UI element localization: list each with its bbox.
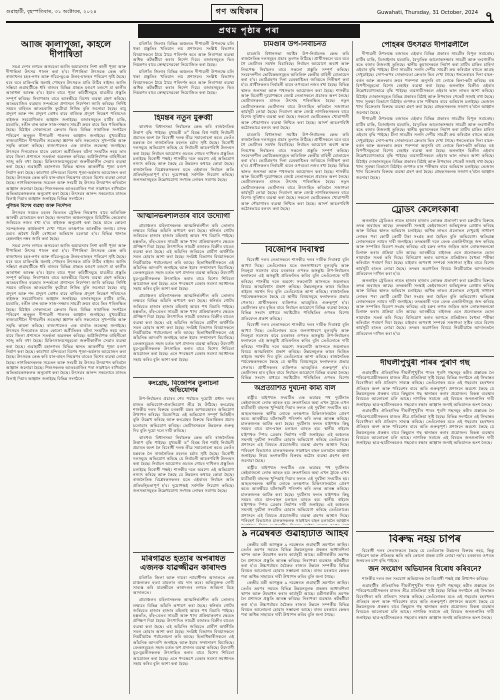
page-header [6,4,494,23]
body-text: সমগ্ৰ দেশৰ লগতে অসমতো আজি অমাৱস্যাৰ নিশা কালী পূজা আৰু দীপান্বিতা উৎসৱ পালন কৰা হ'ব। দীপান্বিতা উৎসৱক কেন্দ্ৰ কৰি ৰাজ্যখনৰ চহৰ-নগৰ আৰু গাঁৱে-ভূঞে উলহ-মালহৰ পৰিৱেশ সৃষ্টি হৈছে। ঘৰে ঘৰে চাকি-বন্তি জ্বলাই পোহৰৰ উৎসৱত মাতি উঠিব ৰাইজ। আজি সন্ধিয়া গুৱাহাটীকে ধৰি ৰাজ্যৰ বিভিন্ন প্ৰান্তত মণ্ডপে মণ্ডপে মা কালীৰ আৰাধনা আৰম্ভ হ'ব। ইয়াৰ বাবে পূজা কমিটীসমূহে যাৱতীয় প্ৰস্তুতি সম্পূৰ্ণ কৰিছে। নিৰাপত্তাৰ বাবে আৰক্ষীয়ে বিশেষ ব্যৱস্থা গ্ৰহণ কৰিছে। আতচবাজিৰ ব্যৱহাৰ সন্দৰ্ভতো প্ৰশাসনে নিৰ্দেশনা জাৰি কৰিছে। নিৰ্দিষ্ট সময়ৰ বাহিৰত আতচবাজি ফুটোৱা নিষিদ্ধ বুলি জনোৱা হৈছে। বায়ু প্ৰদূষণ আৰু শব্দ প্ৰদূষণ ৰোধৰ বাবে ৰাজ্যিক প্ৰদূষণ নিয়ন্ত্ৰণ পৰিষদেও ৰাইজক সহযোগিতাৰ আহ্বান জনাইছে। বজাৰসমূহত মাটিৰ চাকি, মমবাতি, ৰঙীন বাল্ব আৰু সাজ-সজ্জাৰ সামগ্ৰী ক্ৰয়ৰ বাবে ভিৰ পৰিলক্ষিত হৈছে। মিঠাইৰ দোকানতো ক্ৰেতাৰ ভিৰ। বিভিন্ন সামাজিক সংগঠনে পৰিৱেশ অনুকূল দীপাৱলী পালনৰ আহ্বান জনাইছে। মুখ্যমন্ত্ৰীয়ে ৰাজ্যবাসীলৈ দীপাৱলীৰ শুভেচ্ছা জ্ঞাপন কৰি সকলোৰে সুখ-শান্তি আৰু সমৃদ্ধি কামনা কৰিছে। ৰাজ্যপালেও এক বাৰ্তাত শুভেচ্ছা জনাইছে। উৎসৱৰ দিনবোৰত যাতে কোনো অপ্ৰীতিকৰ ঘটনা সংঘটিত নহয় তাৰ বাবে জিলা প্ৰশাসনে সতৰ্কতা অৱলম্বন কৰিছে। অগ্নিনিৰ্বাপক বাহিনীকো সাজু কৰি ৰখা হৈছে। চিকিৎসালয়সমূহতো জৰুৰীকালীন সেৱাৰ ব্যৱস্থা কৰা হৈছে। গুৱাহাটী মহানগৰৰ বিভিন্ন স্থানত আকৰ্ষণীয় পূজা মণ্ডপ নিৰ্মাণ কৰা হৈছে। কামাখ্যা মন্দিৰতো বিশেষ পূজা-অৰ্চনাৰ আয়োজন কৰা হৈছে। উৎসৱক কেন্দ্ৰ কৰি যান-বাহন নিয়ন্ত্ৰণৰ বাবেও বিশেষ ব্যৱস্থা লোৱা হৈছে। নাগৰিকসকলক সচেতন আৰু সংযমী হৈ উৎসৱ উদযাপন কৰিবলৈ আহ্বান জনোৱা হৈছে। শিশুসকলক আতচবাজিৰ পৰা সাৱধানে ৰাখিবলৈ অভিভাৱকসকলক অনুৰোধ কৰা হৈছে। উৎসৱৰ আনন্দ সকলোৰে মাজত বিলাই দিয়াৰ আহ্বান জনাইছে বিভিন্ন সংগঠনে। [6,243,126,381]
section-banner: প্ৰথম পৃষ্ঠাৰ পৰা [138,24,360,38]
headline: দীঘলীপুখুৰী পাৰৰ পুৰণি গছ [380,359,470,367]
body-text: গুৱাহাটীৰ ঐতিহাসিক দীঘলীপুখুৰীৰ পাৰৰ পুৰণি গছসমূহ কটাৰ প্ৰস্তাৱক লৈ পৰিৱেশপ্ৰেমীসকলৰ মাজত তীব্ৰ প্ৰতিক্ৰিয়া সৃষ্টি হৈছে। বিভিন্ন সংগঠনে এই সিদ্ধান্তৰ বিৰোধিতা কৰি প্ৰতিবাদ সাব্যস্ত কৰিছে। তেওঁলোকৰ মতে এই গছবোৰ চহৰখনৰ ঐতিহ্যৰ অংশ আৰু পৰিৱেশৰ বাবে অতি গুৰুত্বপূৰ্ণ। প্ৰশাসনে অৱশ্যে কৈছে যে উন্নয়নমূলক প্ৰকল্পৰ বাবে কিছুমান গছ স্থানান্তৰ কৰাৰ প্ৰয়োজন। বিকল্প ব্যৱস্থাৰ বিষয়েও আলোচনা চলি আছে। নাগৰিক সমাজে এই বিষয়ত জনশুনানিৰ দাবী জনাইছে। ছাত্ৰ-ছাত্ৰীসকলেও গছবোৰ ৰক্ষাৰ আহ্বান জনাই অভিযানত অংশ লৈছে। [356,408,494,446]
divider [133,552,234,553]
body-text: গ্ৰামাঞ্চলৰ মহিলাসকলক আত্মনিৰ্ভৰশীল কৰি তোলাৰ লক্ষ্যৰে বিভিন্ন আঁচনি ৰূপায়ণ কৰা হৈছে। স্বনিৰ্ভৰ গোটৰ জৰিয়তে হাজাৰ হাজাৰ মহিলাই আয়ৰ পথ বিচাৰি পাইছে। হস্ততাঁত, বাঁহ-বেতৰ সামগ্ৰী আৰু খাদ্য প্ৰক্ৰিয়াকৰণৰ ক্ষেত্ৰত প্ৰশিক্ষণ দিয়া হৈছে। উৎপাদিত সামগ্ৰী বজাৰত বিক্ৰীৰ বাবেও ব্যৱস্থা কৰা হৈছে। এই আঁচনিৰ জৰিয়তে গ্ৰামীণ অৰ্থনীতি সবল হোৱাৰ আশা কৰা হৈছে। সংশ্লিষ্ট বিভাগৰ বিষয়াসকলে নিয়মীয়াকৈ পৰ্যালোচনা কৰি আছে। হিতাধিকাৰীসকলে এই আঁচনিক আদৰণি জনাইছে আৰু ইয়াৰ সম্প্ৰসাৰণ বিচাৰিছে। বেংকসমূহেও সহজ চৰ্তত ঋণ প্ৰদানৰ ব্যৱস্থা কৰিছে। উদ্যোগী যুৱ-যুৱতীসকলক উৎসাহিত কৰাৰ বাবে বিশেষ শিবিৰো আয়োজন কৰা হৈছে। এনে পদক্ষেপে বেকাৰ সমস্যা সমাধানত সহায় কৰিব বুলি আশা কৰা হৈছে। [133,293,234,362]
body-text: ঝাৰখণ্ড বিধানসভা নিৰ্বাচনক কেন্দ্ৰ কৰি ৰাজনৈতিক উত্তাপ বৃদ্ধি পাইছে। মুখ্যমন্ত্ৰী ড° হিমন্ত বিশ্ব শৰ্মাই নিৰ্বাচনী প্ৰচাৰত অংশ লৈ বিৰোধী দলক তীব্ৰ সমালোচনা কৰে। তেওঁৰ মন্তব্যক লৈ ৰাজনৈতিক মহলত চৰ্চাৰ সৃষ্টি হৈছে। বিৰোধী দলসমূহে অভিযোগ কৰিছে যে নিৰ্বাচনী আচৰণবিধি উলংঘন কৰা হৈছে। নিৰ্বাচন আয়োগৰ ওচৰত গোচৰ দাখিলৰ প্ৰস্তুতিও চলাইছে বিৰোধী পক্ষই। শাসকীয় দলে অৱশ্যে এই অভিযোগ নস্যাৎ কৰিছে আৰু কৈছে যে উন্নয়নৰ কথাহে কোৱা হৈছে। ৰাজনৈতিক বিশ্লেষকসকলৰ মতে এইবাৰৰ নিৰ্বাচন অতি প্ৰতিদ্বন্দ্বিতাপূৰ্ণ হ'ব। দুয়োপক্ষই সৰ্বশক্তি নিয়োগ কৰিছে। জনসভাসমূহত উল্লেখযোগ্য সংখ্যক লোকৰ সমাগম হৈছে। [133,434,234,493]
body-text: ঝাৰখণ্ড বিধানসভা নিৰ্বাচনক কেন্দ্ৰ কৰি ৰাজনৈতিক উত্তাপ বৃদ্ধি পাইছে। মুখ্যমন্ত্ৰী ড° হিমন্ত বিশ্ব শৰ্মাই নিৰ্বাচনী প্ৰচাৰত অংশ লৈ বিৰোধী দলক তীব্ৰ সমালোচনা কৰে। তেওঁৰ মন্তব্যক লৈ ৰাজনৈতিক মহলত চৰ্চাৰ সৃষ্টি হৈছে। বিৰোধী দলসমূহে অভিযোগ কৰিছে যে নিৰ্বাচনী আচৰণবিধি উলংঘন কৰা হৈছে। নিৰ্বাচন আয়োগৰ ওচৰত গোচৰ দাখিলৰ প্ৰস্তুতিও চলাইছে বিৰোধী পক্ষই। শাসকীয় দলে অৱশ্যে এই অভিযোগ নস্যাৎ কৰিছে আৰু কৈছে যে উন্নয়নৰ কথাহে কোৱা হৈছে। ৰাজনৈতিক বিশ্লেষকসকলৰ মতে এইবাৰৰ নিৰ্বাচন অতি প্ৰতিদ্বন্দ্বিতাপূৰ্ণ হ'ব। দুয়োপক্ষই সৰ্বশক্তি নিয়োগ কৰিছে। জনসভাসমূহত উল্লেখযোগ্য সংখ্যক লোকৰ সমাগম হৈছে। [133,124,234,183]
divider [241,243,349,244]
divider [356,531,494,532]
headline: ৯ নৱেম্বৰত গুৱাহাটীত আহিব [241,530,349,539]
header-date-assamese: গুৱাহাটী, বৃহস্পতিবাৰ, ৩১ অক্টোবৰ, ২০২৪ [6,8,97,15]
body-text: অনলাইন ট্ৰেডিঙৰ নামত হাজাৰ হাজাৰ লোকক প্ৰতাৰণা কৰা চক্ৰটোৰ বিৰুদ্ধে তদন্ত অব্যাহত আছে। তদন্তকাৰী সংস্থাই কেইবাজনো অভিযুক্তক গ্ৰেপ্তাৰ কৰিছে আৰু বিভিন্ন স্থানত অভিযান চলাইছে। অধিক লাভৰ প্ৰলোভন দেখুৱাই সাধাৰণ লোকৰ পৰা কোটি কোটি টকা সংগ্ৰহ কৰা হৈছিল বুলি অভিযোগ। ক্ষতিগ্ৰস্ত লোকসকলে ন্যায়ৰ দাবী জনাইছে। তদন্তকাৰী দলে বেংক একাউণ্টসমূহ জব্দ কৰিছে আৰু সম্পত্তিৰ বিৱৰণ সংগ্ৰহ কৰিছে। এই চক্ৰৰ লগত জড়িত আন লোকসকলকো চিনাক্ত কৰাৰ প্ৰক্ৰিয়া চলি আছে। আৰক্ষীয়ে ৰাইজক এনে প্ৰলোভনত ভোল নাযাবলৈ সতৰ্ক কৰি দিছে। বিনিয়োগ কৰাৰ আগতে প্ৰতিষ্ঠানৰ বৈধতা পৰীক্ষা কৰিবলৈ পৰামৰ্শ দিয়া হৈছে। চাইবাৰ অপৰাধ সম্পৰ্কে সজাগতা সৃষ্টিৰ বাবে বিশেষ কাৰ্যসূচী হাতত লোৱা হৈছে। তদন্তৰ অগ্ৰগতিৰ বিষয়ে নিয়মীয়াকৈ আদালতলৈ প্ৰতিবেদন দাখিল কৰা হ'ব। [356,277,494,336]
body-text: শাসকীয় দলৰ জন সংযোগ অভিযানক লৈ বিৰোধী পক্ষই প্ৰশ্ন উত্থাপন কৰিছে। [362,576,489,582]
body-text: গ্ৰামাঞ্চলৰ মহিলাসকলক আত্মনিৰ্ভৰশীল কৰি তোলাৰ লক্ষ্যৰে বিভিন্ন আঁচনি ৰূপায়ণ কৰা হৈছে। স্বনিৰ্ভৰ গোটৰ জৰিয়তে হাজাৰ হাজাৰ মহিলাই আয়ৰ পথ বিচাৰি পাইছে। হস্ততাঁত, বাঁহ-বেতৰ সামগ্ৰী আৰু খাদ্য প্ৰক্ৰিয়াকৰণৰ ক্ষেত্ৰত প্ৰশিক্ষণ দিয়া হৈছে। উৎপাদিত সামগ্ৰী বজাৰত বিক্ৰীৰ বাবেও ব্যৱস্থা কৰা হৈছে। এই আঁচনিৰ জৰিয়তে গ্ৰামীণ অৰ্থনীতি সবল হোৱাৰ আশা কৰা হৈছে। সংশ্লিষ্ট বিভাগৰ বিষয়াসকলে নিয়মীয়াকৈ পৰ্যালোচনা কৰি আছে। হিতাধিকাৰীসকলে এই আঁচনিক আদৰণি জনাইছে আৰু ইয়াৰ সম্প্ৰসাৰণ বিচাৰিছে। বেংকসমূহেও সহজ চৰ্তত ঋণ প্ৰদানৰ ব্যৱস্থা কৰিছে। উদ্যোগী যুৱ-যুৱতীসকলক উৎসাহিত কৰাৰ বাবে বিশেষ শিবিৰো আয়োজন কৰা হৈছে। এনে পদক্ষেপে বেকাৰ সমস্যা সমাধানত সহায় কৰিব বুলি আশা কৰা হৈছে। [133,597,234,666]
article-body [6,64,126,381]
headline: মৰিগাঁৱত হত্যাৰ অপৰাধত এজনক যাৱজ্জীৱন কাৰাদণ্ড [140,555,227,572]
body-text: কেন্দ্ৰীয় মন্ত্ৰী আগন্তুক ৯ নৱেম্বৰত গুৱাহাটী ভ্ৰমণলৈ আহিব। তেওঁৰ ভ্ৰমণৰ সময়ত বিভিন্ন উন্নয়নমূলক প্ৰকল্পৰ আধাৰশিলা স্থাপন আৰু উদ্বোধন কৰাৰ কাৰ্যসূচী আছে। মন্ত্ৰীগৰাকীৰ ভ্ৰমণক লৈ প্ৰশাসনে প্ৰস্তুতি আৰম্ভ কৰিছে। নিৰাপত্তা ব্যৱস্থাও কটকটীয়া কৰা হ'ব। উচ্চপৰ্যায়ৰ বৈঠকত ৰাজ্যৰ উন্নয়ন সম্পৰ্কীয় বিভিন্ন বিষয়ত আলোচনা হোৱাৰ সম্ভাৱনা আছে। ৰাজ্য চৰকাৰে কেন্দ্ৰৰ পৰা অধিক সাহায্যৰ দাবী উত্থাপন কৰিব বুলি জনা গৈছে। [241,541,349,579]
article-bjp-daydream [241,246,349,380]
divider [133,377,234,378]
headline: আত্মনিৰ্ভৰশীলতাৰ বাবে উদ্যোগী [137,213,230,220]
divider [241,527,349,528]
body-text: দীপাৱলী উপলক্ষে বজাৰত এইবাৰ বিভিন্ন প্ৰকাৰৰ সামগ্ৰীৰ বিপুল সমাৰোহ। মাটিৰ চাকি, ডিজাইনাৰ মমবাতি, বৈদ্যুতিক আলোকসজ্জাৰ সামগ্ৰী আৰু ৰংগোলীৰ ৰঙে বজাৰ উজলাই তুলিছে। স্থানীয় কুমাৰসকলে নিৰ্মাণ কৰা মাটিৰ চাকিৰ চাহিদা এইবাৰ বৃদ্ধি পাইছে। চীনা সামগ্ৰীৰ সলনি দেশীয় সামগ্ৰী ক্ৰয় কৰিবলৈ বহুতে আগ্ৰহ দেখুৱাইছে। সোণ-ৰূপৰ দোকানতো ক্ৰেতাৰ ভিৰ দেখা গৈছে। ধনতেৰাচৰ দিনা বাচন-বৰ্তন আৰু অলংকাৰ ক্ৰয়ৰ পৰম্পৰা অনুসৰি বহু লোকে কিনা-কটা কৰিছে। বস্ত্ৰ বিপণীসমূহতো বিশেষ ৰেহাইৰ ব্যৱস্থা কৰা হৈছে। অনলাইন বিক্ৰীও এইবাৰ উল্লেখযোগ্যভাৱে বৃদ্ধি পাইছে। ব্যৱসায়ীসকলে এইবাৰ ভাল লাভৰ আশা কৰিছে। মিঠাইৰ দোকানসমূহত বিভিন্ন প্ৰকাৰৰ মিঠাই আৰু উপহাৰৰ পেকেট সজাই ৰখা হৈছে। খাদ্য সুৰক্ষা বিভাগে মিঠাইৰ গুণগত মান পৰীক্ষাৰ বাবে অভিযান চলাইছে। ভেজাল খাদ্য বিক্ৰেতাৰ বিৰুদ্ধে ব্যৱস্থা গ্ৰহণ কৰা হৈছে। গ্ৰাহকসকলক সজাগ হ'বলৈ আহ্বান জনোৱা হৈছে। [356,116,494,180]
article-trading-scam [356,206,494,354]
body-text: চামগুৰি বিধানসভা সমষ্টিৰ উপ-নিৰ্বাচনক কেন্দ্ৰ কৰি ৰাজনৈতিক দলসমূহৰ প্ৰচাৰ তুংগত উঠিছে। প্ৰাৰ্থীসকলে ঘৰে ঘৰে গৈ ভোটাৰৰ সমৰ্থন বিচাৰিছে। নিৰ্বাচন আয়োগে অবাধ আৰু নিৰপেক্ষ নিৰ্বাচনৰ বাবে সকলো প্ৰস্তুতি সম্পূৰ্ণ কৰিছে। সংবেদনশীল ভোটকেন্দ্ৰসমূহত অতিৰিক্ত কেন্দ্ৰীয় বাহিনী মোতায়েন কৰা হ'ব। ভোটগ্ৰহণৰ দিনা ৱেবকাষ্টিঙৰ জৰিয়তে নিৰীক্ষণ কৰা হ'ব। প্ৰাৰ্থীসকলৰ নিৰ্বাচনী ব্যয়ৰ ওপৰতো নজৰ ৰখা হৈছে। বিভিন্ন স্থানত জনসভা আৰু পথসভাৰ আয়োজন কৰা হৈছে। শাসকীয় আৰু বিৰোধী দুয়োপক্ষৰে জ্যেষ্ঠ নেতাসকলে প্ৰচাৰত অংশ লৈছে। ভোটাৰসকলৰ মাজত উৎসাহ পৰিলক্ষিত হৈছে। নতুন ভোটাৰসকলক ভোটদানৰ বাবে উৎসাহিত কৰিবলৈ সজাগতা কাৰ্যসূচী লোৱা হৈছে। দিব্যাংগ আৰু জ্যেষ্ঠ নাগৰিকসকলৰ বাবে বিশেষ সুবিধাৰ ব্যৱস্থা কৰা হৈছে। সকলো ভোটকেন্দ্ৰত খোৱাপানী আৰু শৌচাগাৰৰ ব্যৱস্থা নিশ্চিত কৰা হৈছে। আদৰ্শ আচৰণবিধি কঠোৰভাৱে বলবৎ কৰা হৈছে। [241,131,349,211]
headline: চামগুৰি উপ-নিৰ্বাচনত [263,41,327,48]
body-text: মৰিগাঁও জিলাৰ বিভিন্ন অঞ্চলত দীপাৱলী উপলক্ষে চলি থকা প্ৰস্তুতিৰ খতিয়ান লয় প্ৰশাসনে। সংশ্লিষ্ট বিভাগৰ বিষয়াসকলে ঠায়ে ঠায়ে পৰিদৰ্শন কৰে আৰু নিৰাপত্তা ব্যৱস্থা অধিক কটকটীয়া কৰাৰ নিৰ্দেশ দিয়ে। বজাৰসমূহত ভিৰ নিয়ন্ত্ৰণৰ বাবে স্বেচ্ছাসেৱকো নিয়োজিত কৰা হৈছে। [133,68,234,96]
body-text: বিৰোধী দলৰ নেতাসকলে শাসকীয় দলৰ দাবীক দিবাস্বপ্ন বুলি আখ্যা দিছে। তেওঁলোকৰ মতে জনসাধাৰণে মূল্যবৃদ্ধি আৰু নিবনুৱা সমস্যাৰ বাবে চৰকাৰৰ ওপৰত অসন্তুষ্ট। উপ-নিৰ্বাচনৰ ফলাফলে এই অসন্তুষ্টি প্ৰতিফলিত কৰিব বুলি তেওঁলোকে দাবী কৰিছে। শাসকীয় দলে অৱশ্যে সকলোটা আসনতে জয়লাভৰ বিষয়ে আত্মবিশ্বাস প্ৰকাশ কৰিছে। উন্নয়নমূলক কামৰ ভিত্তিত ৰাইজে সমৰ্থন দিব বুলি তেওঁলোকে আশা কৰিছে। ৰাজনৈতিক পৰ্যবেক্ষকসকলে কৈছে যে স্থানীয় বিষয়সমূহে ফলাফলত প্ৰভাৱ পেলাব। প্ৰাৰ্থীসকলৰ ব্যক্তিগত ভাবমূৰ্তিও গুৰুত্বপূৰ্ণ হ'ব। ভোটদানৰ হাৰ বৃদ্ধিৰ বাবে নিৰ্বাচন আয়োগে বিভিন্ন ব্যৱস্থা লৈছে। বিভিন্ন সংবাদ মাধ্যমে সমষ্টিটোৰ পৰিস্থিতিৰ ওপৰত বিশেষ [241,322,349,380]
body-text: বিৰোধী দলৰ নেতাসকলে কৈছে যে তেওঁলোক উন্নয়নৰ বিৰুদ্ধে নহয়, কিন্তু পৰিৱেশ আৰু ঐতিহ্যক ক্ষতি কৰি কোনো প্ৰকল্প মানি লোৱা নহ'ব। চৰকাৰৰ ওপৰত জনমতৰ চাপ বৃদ্ধি পাইছে। [356,547,494,564]
column-divider [129,41,130,694]
headline: অপ্ৰত্যাশিত দুৰ্ঘটনা কাম্য বলি [254,385,336,392]
divider [133,210,234,211]
body-text: সমগ্ৰ দেশৰ লগতে অসমতো আজি অমাৱস্যাৰ নিশা কালী পূজা আৰু দীপান্বিতা উৎসৱ পালন কৰা হ'ব। দীপান্বিতা উৎসৱক কেন্দ্ৰ কৰি ৰাজ্যখনৰ চহৰ-নগৰ আৰু গাঁৱে-ভূঞে উলহ-মালহৰ পৰিৱেশ সৃষ্টি হৈছে। ঘৰে ঘৰে চাকি-বন্তি জ্বলাই পোহৰৰ উৎসৱত মাতি উঠিব ৰাইজ। আজি সন্ধিয়া গুৱাহাটীকে ধৰি ৰাজ্যৰ বিভিন্ন প্ৰান্তত মণ্ডপে মণ্ডপে মা কালীৰ আৰাধনা আৰম্ভ হ'ব। ইয়াৰ বাবে পূজা কমিটীসমূহে যাৱতীয় প্ৰস্তুতি সম্পূৰ্ণ কৰিছে। নিৰাপত্তাৰ বাবে আৰক্ষীয়ে বিশেষ ব্যৱস্থা গ্ৰহণ কৰিছে। আতচবাজিৰ ব্যৱহাৰ সন্দৰ্ভতো প্ৰশাসনে নিৰ্দেশনা জাৰি কৰিছে। নিৰ্দিষ্ট সময়ৰ বাহিৰত আতচবাজি ফুটোৱা নিষিদ্ধ বুলি জনোৱা হৈছে। বায়ু প্ৰদূষণ আৰু শব্দ প্ৰদূষণ ৰোধৰ বাবে ৰাজ্যিক প্ৰদূষণ নিয়ন্ত্ৰণ পৰিষদেও ৰাইজক সহযোগিতাৰ আহ্বান জনাইছে। বজাৰসমূহত মাটিৰ চাকি, মমবাতি, ৰঙীন বাল্ব আৰু সাজ-সজ্জাৰ সামগ্ৰী ক্ৰয়ৰ বাবে ভিৰ পৰিলক্ষিত হৈছে। মিঠাইৰ দোকানতো ক্ৰেতাৰ ভিৰ। বিভিন্ন সামাজিক সংগঠনে পৰিৱেশ অনুকূল দীপাৱলী পালনৰ আহ্বান জনাইছে। মুখ্যমন্ত্ৰীয়ে ৰাজ্যবাসীলৈ দীপাৱলীৰ শুভেচ্ছা জ্ঞাপন কৰি সকলোৰে সুখ-শান্তি আৰু সমৃদ্ধি কামনা কৰিছে। ৰাজ্যপালেও এক বাৰ্তাত শুভেচ্ছা জনাইছে। উৎসৱৰ দিনবোৰত যাতে কোনো অপ্ৰীতিকৰ ঘটনা সংঘটিত নহয় তাৰ বাবে জিলা প্ৰশাসনে সতৰ্কতা অৱলম্বন কৰিছে। অগ্নিনিৰ্বাপক বাহিনীকো সাজু কৰি ৰখা হৈছে। চিকিৎসালয়সমূহতো জৰুৰীকালীন সেৱাৰ ব্যৱস্থা কৰা হৈছে। গুৱাহাটী মহানগৰৰ বিভিন্ন স্থানত আকৰ্ষণীয় পূজা মণ্ডপ নিৰ্মাণ কৰা হৈছে। কামাখ্যা মন্দিৰতো বিশেষ পূজা-অৰ্চনাৰ আয়োজন কৰা হৈছে। উৎসৱক কেন্দ্ৰ কৰি যান-বাহন নিয়ন্ত্ৰণৰ বাবেও বিশেষ ব্যৱস্থা লোৱা হৈছে। নাগৰিকসকলক সচেতন আৰু সংযমী হৈ উৎসৱ উদযাপন কৰিবলৈ আহ্বান জনোৱা হৈছে। শিশুসকলক আতচবাজিৰ পৰা সাৱধানে ৰাখিবলৈ অভিভাৱকসকলক অনুৰোধ কৰা হৈছে। উৎসৱৰ আনন্দ সকলোৰে মাজত বিলাই দিয়াৰ আহ্বান জনাইছে বিভিন্ন সংগঠনে। [6,63,126,202]
body-text: উপ-নিৰ্বাচনৰ প্ৰচাৰৰ শেষ পৰ্যায়ত দুয়োটা প্ৰধান দলৰ মাজত অভিযোগ-প্ৰত্যভিযোগ তীব্ৰ হৈ উঠিছে। কংগ্ৰেছে শাসকীয় দলৰ বিৰুদ্ধে চৰকাৰী যন্ত্ৰৰ অপব্যৱহাৰৰ অভিযোগ উত্থাপন কৰিছে। বিজেপিয়ে এই অভিযোগ সম্পূৰ্ণ ভিত্তিহীন বুলি উল্লেখ কৰিছে আৰু কংগ্ৰেছৰ বিৰুদ্ধে বিভ্ৰান্তিকৰ প্ৰচাৰ চলোৱাৰ অভিযোগ কৰিছে। ভোটাৰসকলে উন্নয়নক গুৰুত্ব দিব বুলি দুয়ো দলে দাবী কৰিছে। [133,396,234,434]
article-dighalipukhuri-trees [356,359,494,529]
body-text: মৰিগাঁও জিলাৰ বিভিন্ন অঞ্চলত দীপাৱলী উপলক্ষে চলি থকা প্ৰস্তুতিৰ খতিয়ান লয় প্ৰশাসনে। সংশ্লিষ্ট বিভাগৰ বিষয়াসকলে ঠায়ে ঠায়ে পৰিদৰ্শন কৰে আৰু নিৰাপত্তা ব্যৱস্থা অধিক কটকটীয়া কৰাৰ নিৰ্দেশ দিয়ে। বজাৰসমূহত ভিৰ নিয়ন্ত্ৰণৰ বাবে স্বেচ্ছাসেৱকো নিয়োজিত কৰা হৈছে। [133,41,234,68]
body-text: গুৱাহাটীৰ ঐতিহাসিক দীঘলীপুখুৰীৰ পাৰৰ পুৰণি গছসমূহ কটাৰ প্ৰস্তাৱক লৈ পৰিৱেশপ্ৰেমীসকলৰ মাজত তীব্ৰ প্ৰতিক্ৰিয়া সৃষ্টি হৈছে। বিভিন্ন সংগঠনে এই সিদ্ধান্তৰ বিৰোধিতা কৰি প্ৰতিবাদ সাব্যস্ত কৰিছে। তেওঁলোকৰ মতে এই গছবোৰ চহৰখনৰ ঐতিহ্যৰ অংশ আৰু পৰিৱেশৰ বাবে অতি গুৰুত্বপূৰ্ণ। প্ৰশাসনে অৱশ্যে কৈছে যে উন্নয়নমূলক প্ৰকল্পৰ বাবে কিছুমান গছ স্থানান্তৰ কৰাৰ প্ৰয়োজন। বিকল্প ব্যৱস্থাৰ বিষয়েও আলোচনা চলি আছে। নাগৰিক সমাজে এই বিষয়ত জনশুনানিৰ দাবী জনাইছে। ছাত্ৰ-ছাত্ৰীসকলেও গছবোৰ ৰক্ষাৰ আহ্বান জনাই অভিযানত অংশ লৈছে। [356,369,494,407]
body-text: চামগুৰি বিধানসভা সমষ্টিৰ উপ-নিৰ্বাচনক কেন্দ্ৰ কৰি ৰাজনৈতিক দলসমূহৰ প্ৰচাৰ তুংগত উঠিছে। প্ৰাৰ্থীসকলে ঘৰে ঘৰে গৈ ভোটাৰৰ সমৰ্থন বিচাৰিছে। নিৰ্বাচন আয়োগে অবাধ আৰু নিৰপেক্ষ নিৰ্বাচনৰ বাবে সকলো প্ৰস্তুতি সম্পূৰ্ণ কৰিছে। সংবেদনশীল ভোটকেন্দ্ৰসমূহত অতিৰিক্ত কেন্দ্ৰীয় বাহিনী মোতায়েন কৰা হ'ব। ভোটগ্ৰহণৰ দিনা ৱেবকাষ্টিঙৰ জৰিয়তে নিৰীক্ষণ কৰা হ'ব। প্ৰাৰ্থীসকলৰ নিৰ্বাচনী ব্যয়ৰ ওপৰতো নজৰ ৰখা হৈছে। বিভিন্ন স্থানত জনসভা আৰু পথসভাৰ আয়োজন কৰা হৈছে। শাসকীয় আৰু বিৰোধী দুয়োপক্ষৰে জ্যেষ্ঠ নেতাসকলে প্ৰচাৰত অংশ লৈছে। ভোটাৰসকলৰ মাজত উৎসাহ পৰিলক্ষিত হৈছে। নতুন ভোটাৰসকলক ভোটদানৰ বাবে উৎসাহিত কৰিবলৈ সজাগতা কাৰ্যসূচী লোৱা হৈছে। দিব্যাংগ আৰু জ্যেষ্ঠ নাগৰিকসকলৰ বাবে বিশেষ সুবিধাৰ ব্যৱস্থা কৰা হৈছে। সকলো ভোটকেন্দ্ৰত খোৱাপানী আৰু শৌচাগাৰৰ ব্যৱস্থা নিশ্চিত কৰা হৈছে। আদৰ্শ আচৰণবিধি কঠোৰভাৱে বলবৎ কৰা হৈছে। [241,50,349,130]
article-chamaguri [241,41,349,241]
article-kali-puja [6,41,126,696]
body-text: বিৰোধী দলৰ নেতাসকলে শাসকীয় দলৰ দাবীক দিবাস্বপ্ন বুলি আখ্যা দিছে। তেওঁলোকৰ মতে জনসাধাৰণে মূল্যবৃদ্ধি আৰু নিবনুৱা সমস্যাৰ বাবে চৰকাৰৰ ওপৰত অসন্তুষ্ট। উপ-নিৰ্বাচনৰ ফলাফলে এই অসন্তুষ্টি প্ৰতিফলিত কৰিব বুলি তেওঁলোকে দাবী কৰিছে। শাসকীয় দলে অৱশ্যে সকলোটা আসনতে জয়লাভৰ বিষয়ে আত্মবিশ্বাস প্ৰকাশ কৰিছে। উন্নয়নমূলক কামৰ ভিত্তিত ৰাইজে সমৰ্থন দিব বুলি তেওঁলোকে আশা কৰিছে। ৰাজনৈতিক পৰ্যবেক্ষকসকলে কৈছে যে স্থানীয় বিষয়সমূহে ফলাফলত প্ৰভাৱ পেলাব। প্ৰাৰ্থীসকলৰ ব্যক্তিগত ভাবমূৰ্তিও গুৰুত্বপূৰ্ণ হ'ব। ভোটদানৰ হাৰ বৃদ্ধিৰ বাবে নিৰ্বাচন আয়োগে বিভিন্ন ব্যৱস্থা লৈছে। বিভিন্ন সংবাদ মাধ্যমে সমষ্টিটোৰ পৰিস্থিতিৰ ওপৰত বিশেষ প্ৰতিবেদন প্ৰকাশ কৰিছে। [241,257,349,321]
divider [356,203,494,204]
page-number: ৭ [484,9,494,25]
headline: কংগ্ৰেছ, বিজেপিৰ তুলাচনা অভিযোগৰ [148,380,219,395]
body-text: গ্ৰামাঞ্চলৰ মহিলাসকলক আত্মনিৰ্ভৰশীল কৰি তোলাৰ লক্ষ্যৰে বিভিন্ন আঁচনি ৰূপায়ণ কৰা হৈছে। স্বনিৰ্ভৰ গোটৰ জৰিয়তে হাজাৰ হাজাৰ মহিলাই আয়ৰ পথ বিচাৰি পাইছে। হস্ততাঁত, বাঁহ-বেতৰ সামগ্ৰী আৰু খাদ্য প্ৰক্ৰিয়াকৰণৰ ক্ষেত্ৰত প্ৰশিক্ষণ দিয়া হৈছে। উৎপাদিত সামগ্ৰী বজাৰত বিক্ৰীৰ বাবেও ব্যৱস্থা কৰা হৈছে। এই আঁচনিৰ জৰিয়তে গ্ৰামীণ অৰ্থনীতি সবল হোৱাৰ আশা কৰা হৈছে। সংশ্লিষ্ট বিভাগৰ বিষয়াসকলে নিয়মীয়াকৈ পৰ্যালোচনা কৰি আছে। হিতাধিকাৰীসকলে এই আঁচনিক আদৰণি জনাইছে আৰু ইয়াৰ সম্প্ৰসাৰণ বিচাৰিছে। বেংকসমূহেও সহজ চৰ্তত ঋণ প্ৰদানৰ ব্যৱস্থা কৰিছে। উদ্যোগী যুৱ-যুৱতীসকলক উৎসাহিত কৰাৰ বাবে বিশেষ শিবিৰো আয়োজন কৰা হৈছে। এনে পদক্ষেপে বেকাৰ সমস্যা সমাধানত সহায় কৰিব বুলি আশা কৰা হৈছে। [133,222,234,292]
masthead [211,4,264,21]
column-divider [237,41,238,694]
body-text: ৰাষ্ট্ৰীয় ঘাইপথত সংঘটিত এক ভয়াৱহ পথ দুৰ্ঘটনাত কেইবাজনো লোক আহত হয়। দ্ৰুতগতিৰে অহা এখন ট্ৰাকে এখন যাত্ৰীবাহী বাহনক খুন্দিয়াই দিয়াৰ ফলত এই দুৰ্ঘটনা সংঘটিত হয়। আহতসকলক স্থানীয় লোকে তৎক্ষণাত চিকিৎসালয়লৈ প্ৰেৰণ কৰে। আৰক্ষীয়ে ঘটনাস্থলী পৰিদৰ্শন কৰি তদন্ত আৰম্ভ কৰিছে। চালকজনক আটক কৰা হৈছে। দুৰ্ঘটনাৰ ফলত ঘাইপথত কিছু সময়ৰ বাবে যান-বাহন চলাচল ব্যাহত হয়। স্থানীয় ৰাইজে ঘাইপথত স্পিড ব্ৰেকাৰ নিৰ্মাণৰ দাবী জনাইছে। এই অঞ্চলত সঘনাই দুৰ্ঘটনা সংঘটিত হোৱাৰ অভিযোগ কৰিছে তেওঁলোকে। প্ৰশাসনে এই বিষয়ত প্ৰয়োজনীয় ব্যৱস্থা গ্ৰহণৰ আশ্বাস দিছে। পৰিবহণ বিভাগেও চালকসকলক সাৱধানে বাহন চলাবলৈ আহ্বান [241,465,349,524]
headline: বিজেপিৰ দিবাস্বপ্ন [265,246,325,255]
headline: বিৰুদ্ধ নহয় চাপৰ [389,534,461,545]
body-text: মৰিগাঁও জিলা আৰু দায়ৰা ন্যায়াধীশৰ আদালতে এক চাঞ্চল্যকৰ হত্যা মামলাৰ ৰায় দান কৰে। অভিযুক্তক দোষী সাব্যস্ত কৰি যাৱজ্জীৱন কাৰাদণ্ডৰ লগতে জৰিমনা বিহে আদালতে। [133,574,234,596]
headline: জন সংযোগ অভিযানৰ বিৰোধ কৰিবনে? [368,565,482,574]
article-nov9-visit [241,530,349,696]
article-accident [241,385,349,525]
headline: ট্ৰেডিং কেলেংকাৰী [391,206,459,215]
headline: হিমন্তৰ নতুন মুৰুব্বী [154,114,213,122]
article-col2-intro [133,41,234,109]
body-text: ৰাষ্ট্ৰীয় ঘাইপথত সংঘটিত এক ভয়াৱহ পথ দুৰ্ঘটনাত কেইবাজনো লোক আহত হয়। দ্ৰুতগতিৰে অহা এখন ট্ৰাকে এখন যাত্ৰীবাহী বাহনক খুন্দিয়াই দিয়াৰ ফলত এই দুৰ্ঘটনা সংঘটিত হয়। আহতসকলক স্থানীয় লোকে তৎক্ষণাত চিকিৎসালয়লৈ প্ৰেৰণ কৰে। আৰক্ষীয়ে ঘটনাস্থলী পৰিদৰ্শন কৰি তদন্ত আৰম্ভ কৰিছে। চালকজনক আটক কৰা হৈছে। দুৰ্ঘটনাৰ ফলত ঘাইপথত কিছু সময়ৰ বাবে যান-বাহন চলাচল ব্যাহত হয়। স্থানীয় ৰাইজে ঘাইপথত স্পিড ব্ৰেকাৰ নিৰ্মাণৰ দাবী জনাইছে। এই অঞ্চলত সঘনাই দুৰ্ঘটনা সংঘটিত হোৱাৰ অভিযোগ কৰিছে তেওঁলোকে। প্ৰশাসনে এই বিষয়ত প্ৰয়োজনীয় ব্যৱস্থা গ্ৰহণৰ আশ্বাস দিছে। পৰিবহণ বিভাগেও চালকসকলক সাৱধানে বাহন চলাবলৈ আহ্বান জনাইছে। নিয়ম ভংগকাৰীৰ বিৰুদ্ধে কঠোৰ ব্যৱস্থা গ্ৰহণৰ কথা জনোৱা হৈছে। [241,394,349,464]
body-text: উৎসৱৰ সময়ত চহৰৰ ভিতৰত ট্ৰেফিক নিয়ন্ত্ৰণৰ বাবে অতিৰিক্ত আৰক্ষী মোতায়েন কৰা হৈছে। জনবহুল অঞ্চলসমূহত চিচিটিভি কেমেৰাৰ জৰিয়তে নজৰ ৰখা হ'ব। ৰাইজক অনুৰোধ কৰা হৈছে যাতে কোনো সন্দেহজনক কাৰ্যকলাপ দেখা পালে তৎক্ষণাত আৰক্ষীক জনায়। মাদক দ্ৰব্যৰ অবৈধ বিক্ৰী ৰোধতো অভিযান চলোৱা হ'ব। বিভিন্ন থানাত হেল্পলাইন নম্বৰ জাৰি কৰা হৈছে। [6,209,126,242]
column-divider [352,41,353,694]
body-text: কেন্দ্ৰীয় মন্ত্ৰী আগন্তুক ৯ নৱেম্বৰত গুৱাহাটী ভ্ৰমণলৈ আহিব। তেওঁৰ ভ্ৰমণৰ সময়ত বিভিন্ন উন্নয়নমূলক প্ৰকল্পৰ আধাৰশিলা স্থাপন আৰু উদ্বোধন কৰাৰ কাৰ্যসূচী আছে। মন্ত্ৰীগৰাকীৰ ভ্ৰমণক লৈ প্ৰশাসনে প্ৰস্তুতি আৰম্ভ কৰিছে। নিৰাপত্তা ব্যৱস্থাও কটকটীয়া কৰা হ'ব। উচ্চপৰ্যায়ৰ বৈঠকত ৰাজ্যৰ উন্নয়ন সম্পৰ্কীয় বিভিন্ন বিষয়ত আলোচনা হোৱাৰ সম্ভাৱনা আছে। ৰাজ্য চৰকাৰে কেন্দ্ৰৰ পৰা অধিক সাহায্যৰ দাবী উত্থাপন কৰিব বুলি জনা গৈছে। [241,580,349,618]
article-morigaon-verdict [133,555,234,695]
divider [133,111,234,112]
headline: পোহৰৰ উৎসৱত দীপাৱলীলৈ [381,41,469,49]
headline: আজি কালীপূজা, কাইলৈ দীপান্বিতা [21,41,111,60]
divider [356,356,494,357]
article-festival-of-lights [356,41,494,201]
article-self-reliance [133,213,234,375]
body-text: দীপাৱলী উপলক্ষে বজাৰত এইবাৰ বিভিন্ন প্ৰকাৰৰ সামগ্ৰীৰ বিপুল সমাৰোহ। মাটিৰ চাকি, ডিজাইনাৰ মমবাতি, বৈদ্যুতিক আলোকসজ্জাৰ সামগ্ৰী আৰু ৰংগোলীৰ ৰঙে বজাৰ উজলাই তুলিছে। স্থানীয় কুমাৰসকলে নিৰ্মাণ কৰা মাটিৰ চাকিৰ চাহিদা এইবাৰ বৃদ্ধি পাইছে। চীনা সামগ্ৰীৰ সলনি দেশীয় সামগ্ৰী ক্ৰয় কৰিবলৈ বহুতে আগ্ৰহ দেখুৱাইছে। সোণ-ৰূপৰ দোকানতো ক্ৰেতাৰ ভিৰ দেখা গৈছে। ধনতেৰাচৰ দিনা বাচন-বৰ্তন আৰু অলংকাৰ ক্ৰয়ৰ পৰম্পৰা অনুসৰি বহু লোকে কিনা-কটা কৰিছে। বস্ত্ৰ বিপণীসমূহতো বিশেষ ৰেহাইৰ ব্যৱস্থা কৰা হৈছে। অনলাইন বিক্ৰীও এইবাৰ উল্লেখযোগ্যভাৱে বৃদ্ধি পাইছে। ব্যৱসায়ীসকলে এইবাৰ ভাল লাভৰ আশা কৰিছে। মিঠাইৰ দোকানসমূহত বিভিন্ন প্ৰকাৰৰ মিঠাই আৰু উপহাৰৰ পেকেট সজাই ৰখা হৈছে। খাদ্য সুৰক্ষা বিভাগে মিঠাইৰ গুণগত মান পৰীক্ষাৰ বাবে অভিযান চলাইছে। ভেজাল খাদ্য বিক্ৰেতাৰ বিৰুদ্ধে ব্যৱস্থা গ্ৰহণ কৰা হৈছে। গ্ৰাহকসকলক সজাগ হ'বলৈ আহ্বান জনোৱা হৈছে। [356,51,494,115]
body-text: গুৱাহাটীৰ ঐতিহাসিক দীঘলীপুখুৰীৰ পাৰৰ পুৰণি গছসমূহ কটাৰ প্ৰস্তাৱক লৈ পৰিৱেশপ্ৰেমীসকলৰ মাজত তীব্ৰ প্ৰতিক্ৰিয়া সৃষ্টি হৈছে। বিভিন্ন সংগঠনে এই সিদ্ধান্তৰ বিৰোধিতা কৰি প্ৰতিবাদ সাব্যস্ত কৰিছে। তেওঁলোকৰ মতে এই গছবোৰ চহৰখনৰ ঐতিহ্যৰ অংশ আৰু পৰিৱেশৰ বাবে অতি গুৰুত্বপূৰ্ণ। প্ৰশাসনে অৱশ্যে কৈছে যে উন্নয়নমূলক প্ৰকল্পৰ বাবে কিছুমান গছ স্থানান্তৰ কৰাৰ প্ৰয়োজন। বিকল্প ব্যৱস্থাৰ বিষয়েও আলোচনা চলি আছে। নাগৰিক সমাজে এই বিষয়ত জনশুনানিৰ দাবী জনাইছে। ছাত্ৰ-ছাত্ৰীসকলেও গছবোৰ ৰক্ষাৰ আহ্বান জনাই অভিযানত অংশ লৈছে। [356,582,494,620]
masthead-logo: গণ অধিকাৰ [211,4,264,21]
divider [241,382,349,383]
article-not-against [356,534,494,696]
header-date-english: Guwahati, Thursday, 31 October, 2024 [377,9,478,16]
subheading: পুলিচৰ বিশেষ ব্যৱস্থা আৰু নিৰ্দেশনা [6,203,72,209]
article-himanta [133,114,234,208]
body-text: অনলাইন ট্ৰেডিঙৰ নামত হাজাৰ হাজাৰ লোকক প্ৰতাৰণা কৰা চক্ৰটোৰ বিৰুদ্ধে তদন্ত অব্যাহত আছে। তদন্তকাৰী সংস্থাই কেইবাজনো অভিযুক্তক গ্ৰেপ্তাৰ কৰিছে আৰু বিভিন্ন স্থানত অভিযান চলাইছে। অধিক লাভৰ প্ৰলোভন দেখুৱাই সাধাৰণ লোকৰ পৰা কোটি কোটি টকা সংগ্ৰহ কৰা হৈছিল বুলি অভিযোগ। ক্ষতিগ্ৰস্ত লোকসকলে ন্যায়ৰ দাবী জনাইছে। তদন্তকাৰী দলে বেংক একাউণ্টসমূহ জব্দ কৰিছে আৰু সম্পত্তিৰ বিৱৰণ সংগ্ৰহ কৰিছে। এই চক্ৰৰ লগত জড়িত আন লোকসকলকো চিনাক্ত কৰাৰ প্ৰক্ৰিয়া চলি আছে। আৰক্ষীয়ে ৰাইজক এনে প্ৰলোভনত ভোল নাযাবলৈ সতৰ্ক কৰি দিছে। বিনিয়োগ কৰাৰ আগতে প্ৰতিষ্ঠানৰ বৈধতা পৰীক্ষা কৰিবলৈ পৰামৰ্শ দিয়া হৈছে। চাইবাৰ অপৰাধ সম্পৰ্কে সজাগতা সৃষ্টিৰ বাবে বিশেষ কাৰ্যসূচী হাতত লোৱা হৈছে। তদন্তৰ অগ্ৰগতিৰ বিষয়ে নিয়মীয়াকৈ আদালতলৈ প্ৰতিবেদন দাখিল কৰা হ'ব। [356,217,494,276]
article-congress-bjp [133,380,234,550]
